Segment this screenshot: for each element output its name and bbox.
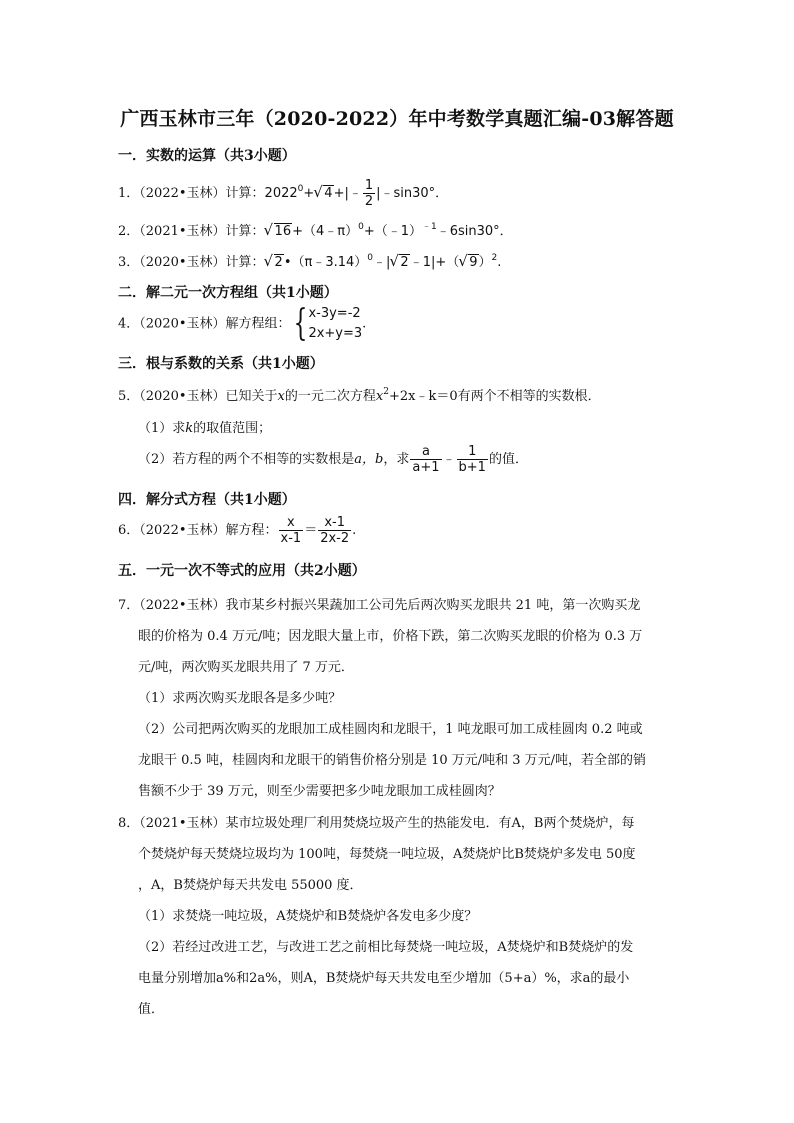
question-7-part-2-line-1: （2）公司把两次购买的龙眼加工成桂圆肉和龙眼干，1 吨龙眼可加工成桂圆肉 0.2 吨或 bbox=[138, 722, 643, 737]
sqrt bbox=[265, 255, 284, 270]
text: 的一元二次方程 bbox=[284, 389, 376, 404]
numerator: a bbox=[421, 444, 430, 459]
numerator: 1 bbox=[468, 444, 477, 459]
variable: x bbox=[277, 389, 285, 404]
question-7-part-2-line-3: 售额不少于 39 万元，则至少需要把多少吨龙眼加工成桂圆肉？ bbox=[138, 784, 501, 799]
question-source: （2020•玉林）解方程组： bbox=[139, 316, 291, 332]
question-number: 4． bbox=[118, 316, 140, 332]
exponent: 2 bbox=[491, 253, 498, 263]
radicand: 2 bbox=[400, 255, 409, 270]
equation-system bbox=[308, 304, 362, 344]
question-7-line-2: 眼的价格为 0.4 万元/吨；因龙眼大量上市，价格下跌，第二次购买龙眼的价格为 0.3 万 bbox=[138, 629, 643, 644]
section-heading: 一．实数的运算（共3小题） bbox=[118, 148, 296, 164]
exponent: 2 bbox=[383, 387, 389, 397]
question-number: 8． bbox=[118, 816, 140, 831]
numerator: x-1 bbox=[324, 515, 346, 530]
term: +（﹣1） bbox=[363, 224, 422, 239]
denominator: 2 bbox=[364, 194, 374, 209]
question-source: （2020•玉林）计算： bbox=[139, 255, 265, 270]
question-source: （2022•玉林）解方程： bbox=[139, 523, 278, 538]
fraction bbox=[279, 515, 304, 546]
term: ﹣1|+（ bbox=[409, 255, 460, 270]
text: （2）若方程的两个不相等的实数根是 bbox=[138, 452, 355, 467]
section-heading: 三．根与系数的关系（共1小题） bbox=[118, 356, 324, 372]
term: +|﹣ bbox=[333, 186, 362, 201]
radicand: 16 bbox=[274, 224, 292, 239]
text: 的值． bbox=[488, 452, 528, 467]
equation: 2x+y=3 bbox=[308, 326, 363, 341]
term: . bbox=[497, 255, 502, 270]
variable: a，b bbox=[354, 452, 384, 467]
question-5-part-1 bbox=[138, 417, 271, 436]
radicand: 4 bbox=[324, 186, 333, 201]
term: 2022 bbox=[264, 186, 298, 201]
question-8-line-3: ，A，B焚烧炉每天共发电 55000 度． bbox=[138, 878, 363, 893]
sqrt bbox=[390, 255, 409, 270]
question-source: （2022•玉林）计算： bbox=[139, 186, 265, 201]
term: |﹣sin30°． bbox=[376, 186, 449, 201]
question-6 bbox=[118, 515, 356, 546]
denominator: b+1 bbox=[458, 460, 486, 475]
question-number: 7． bbox=[118, 598, 140, 613]
denominator: 2x-2 bbox=[320, 531, 350, 546]
section-heading: 四．解分式方程（共1小题） bbox=[118, 492, 296, 508]
question-text: （2021•玉林）某市垃圾处理厂利用焚烧垃圾产生的热能发电．有A，B两个焚烧炉，每 bbox=[139, 816, 635, 831]
term: ﹣ bbox=[442, 452, 456, 467]
text: 的取值范围； bbox=[193, 421, 272, 436]
exponent: 0 bbox=[297, 184, 304, 194]
fraction bbox=[410, 444, 441, 475]
question-2 bbox=[118, 219, 513, 239]
section-heading: 五．一元一次不等式的应用（共2小题） bbox=[118, 563, 366, 579]
text: ，求 bbox=[383, 452, 410, 467]
question-8-part-2-line-2: 电量分别增加a%和2a%，则A，B焚烧炉每天共发电至少增加（5+a）%，求a的最小 bbox=[138, 971, 630, 986]
variable: k bbox=[185, 421, 194, 436]
section-heading: 二．解二元一次方程组（共1小题） bbox=[118, 285, 338, 301]
fraction bbox=[318, 515, 351, 546]
term: ） bbox=[478, 255, 492, 270]
radicand: 9 bbox=[469, 255, 478, 270]
question-8-part-2-line-1: （2）若经过改进工艺，与改进工艺之前相比每焚烧一吨垃圾，A焚烧炉和B焚烧炉的发 bbox=[138, 940, 634, 955]
question-4 bbox=[118, 304, 366, 344]
question-3 bbox=[118, 251, 501, 270]
denominator: a+1 bbox=[412, 460, 440, 475]
denominator: x-1 bbox=[280, 531, 302, 546]
variable: x bbox=[375, 389, 384, 404]
question-7-part-2-line-2: 龙眼干 0.5 吨，桂圆肉和龙眼干的销售价格分别是 10 万元/吨和 3 万元/吨，若全部的销 bbox=[138, 753, 647, 768]
exponent: ﹣1 bbox=[422, 222, 437, 232]
radicand: 2 bbox=[274, 255, 283, 270]
term: ﹣| bbox=[373, 255, 391, 270]
question-1 bbox=[118, 178, 448, 209]
question-number: 3． bbox=[118, 255, 140, 270]
brace-symbol: { bbox=[293, 303, 307, 344]
exponent: 0 bbox=[367, 253, 374, 263]
term: . bbox=[352, 523, 357, 538]
question-5 bbox=[118, 385, 601, 404]
numerator: x bbox=[287, 515, 295, 530]
question-source: （2020•玉林）已知关于 bbox=[139, 389, 278, 404]
question-number: 5． bbox=[118, 389, 140, 404]
question-7-part-1: （1）求两次购买龙眼各是多少吨？ bbox=[138, 691, 342, 706]
term: ＝ bbox=[304, 523, 318, 538]
sqrt bbox=[459, 255, 478, 270]
term: •（π﹣3.14） bbox=[283, 255, 368, 270]
sqrt bbox=[265, 224, 293, 239]
text: 有两个不相等的实数根． bbox=[457, 389, 601, 404]
question-8-part-1: （1）求焚烧一吨垃圾，A焚烧炉和B焚烧炉各发电多少度？ bbox=[138, 909, 478, 924]
sqrt bbox=[314, 186, 333, 201]
term: . bbox=[362, 316, 367, 332]
question-number: 6． bbox=[118, 523, 140, 538]
question-7-line-1 bbox=[118, 594, 640, 613]
question-8-part-2-line-3: 值． bbox=[138, 1002, 165, 1017]
question-text: （2022•玉林）我市某乡村振兴果蔬加工公司先后两次购买龙眼共 21 吨，第一次购买龙 bbox=[139, 598, 641, 613]
question-8-line-1 bbox=[118, 812, 634, 831]
term: +2x﹣k＝0 bbox=[388, 389, 458, 404]
question-5-part-2 bbox=[138, 444, 528, 475]
question-number: 1． bbox=[118, 186, 140, 201]
page-title: 广西玉林市三年（2020-2022）年中考数学真题汇编-03解答题 bbox=[120, 108, 674, 130]
question-8-line-2: 个焚烧炉每天焚烧垃圾均为 100吨，每焚烧一吨垃圾，A焚烧炉比B焚烧炉多发电 50度 bbox=[138, 847, 636, 862]
term: + bbox=[303, 186, 315, 201]
term: +（4﹣π） bbox=[292, 224, 359, 239]
fraction bbox=[363, 178, 375, 209]
question-7-line-3: 元/吨，两次购买龙眼共用了 7 万元． bbox=[138, 660, 354, 675]
fraction bbox=[457, 444, 488, 475]
numerator: 1 bbox=[364, 178, 374, 193]
question-number: 2． bbox=[118, 224, 140, 239]
term: ﹣6sin30°． bbox=[436, 224, 513, 239]
text: （1）求 bbox=[138, 421, 186, 436]
exponent: 0 bbox=[358, 222, 364, 232]
question-source: （2021•玉林）计算： bbox=[139, 224, 265, 239]
equation: x-3y=-2 bbox=[308, 306, 361, 321]
